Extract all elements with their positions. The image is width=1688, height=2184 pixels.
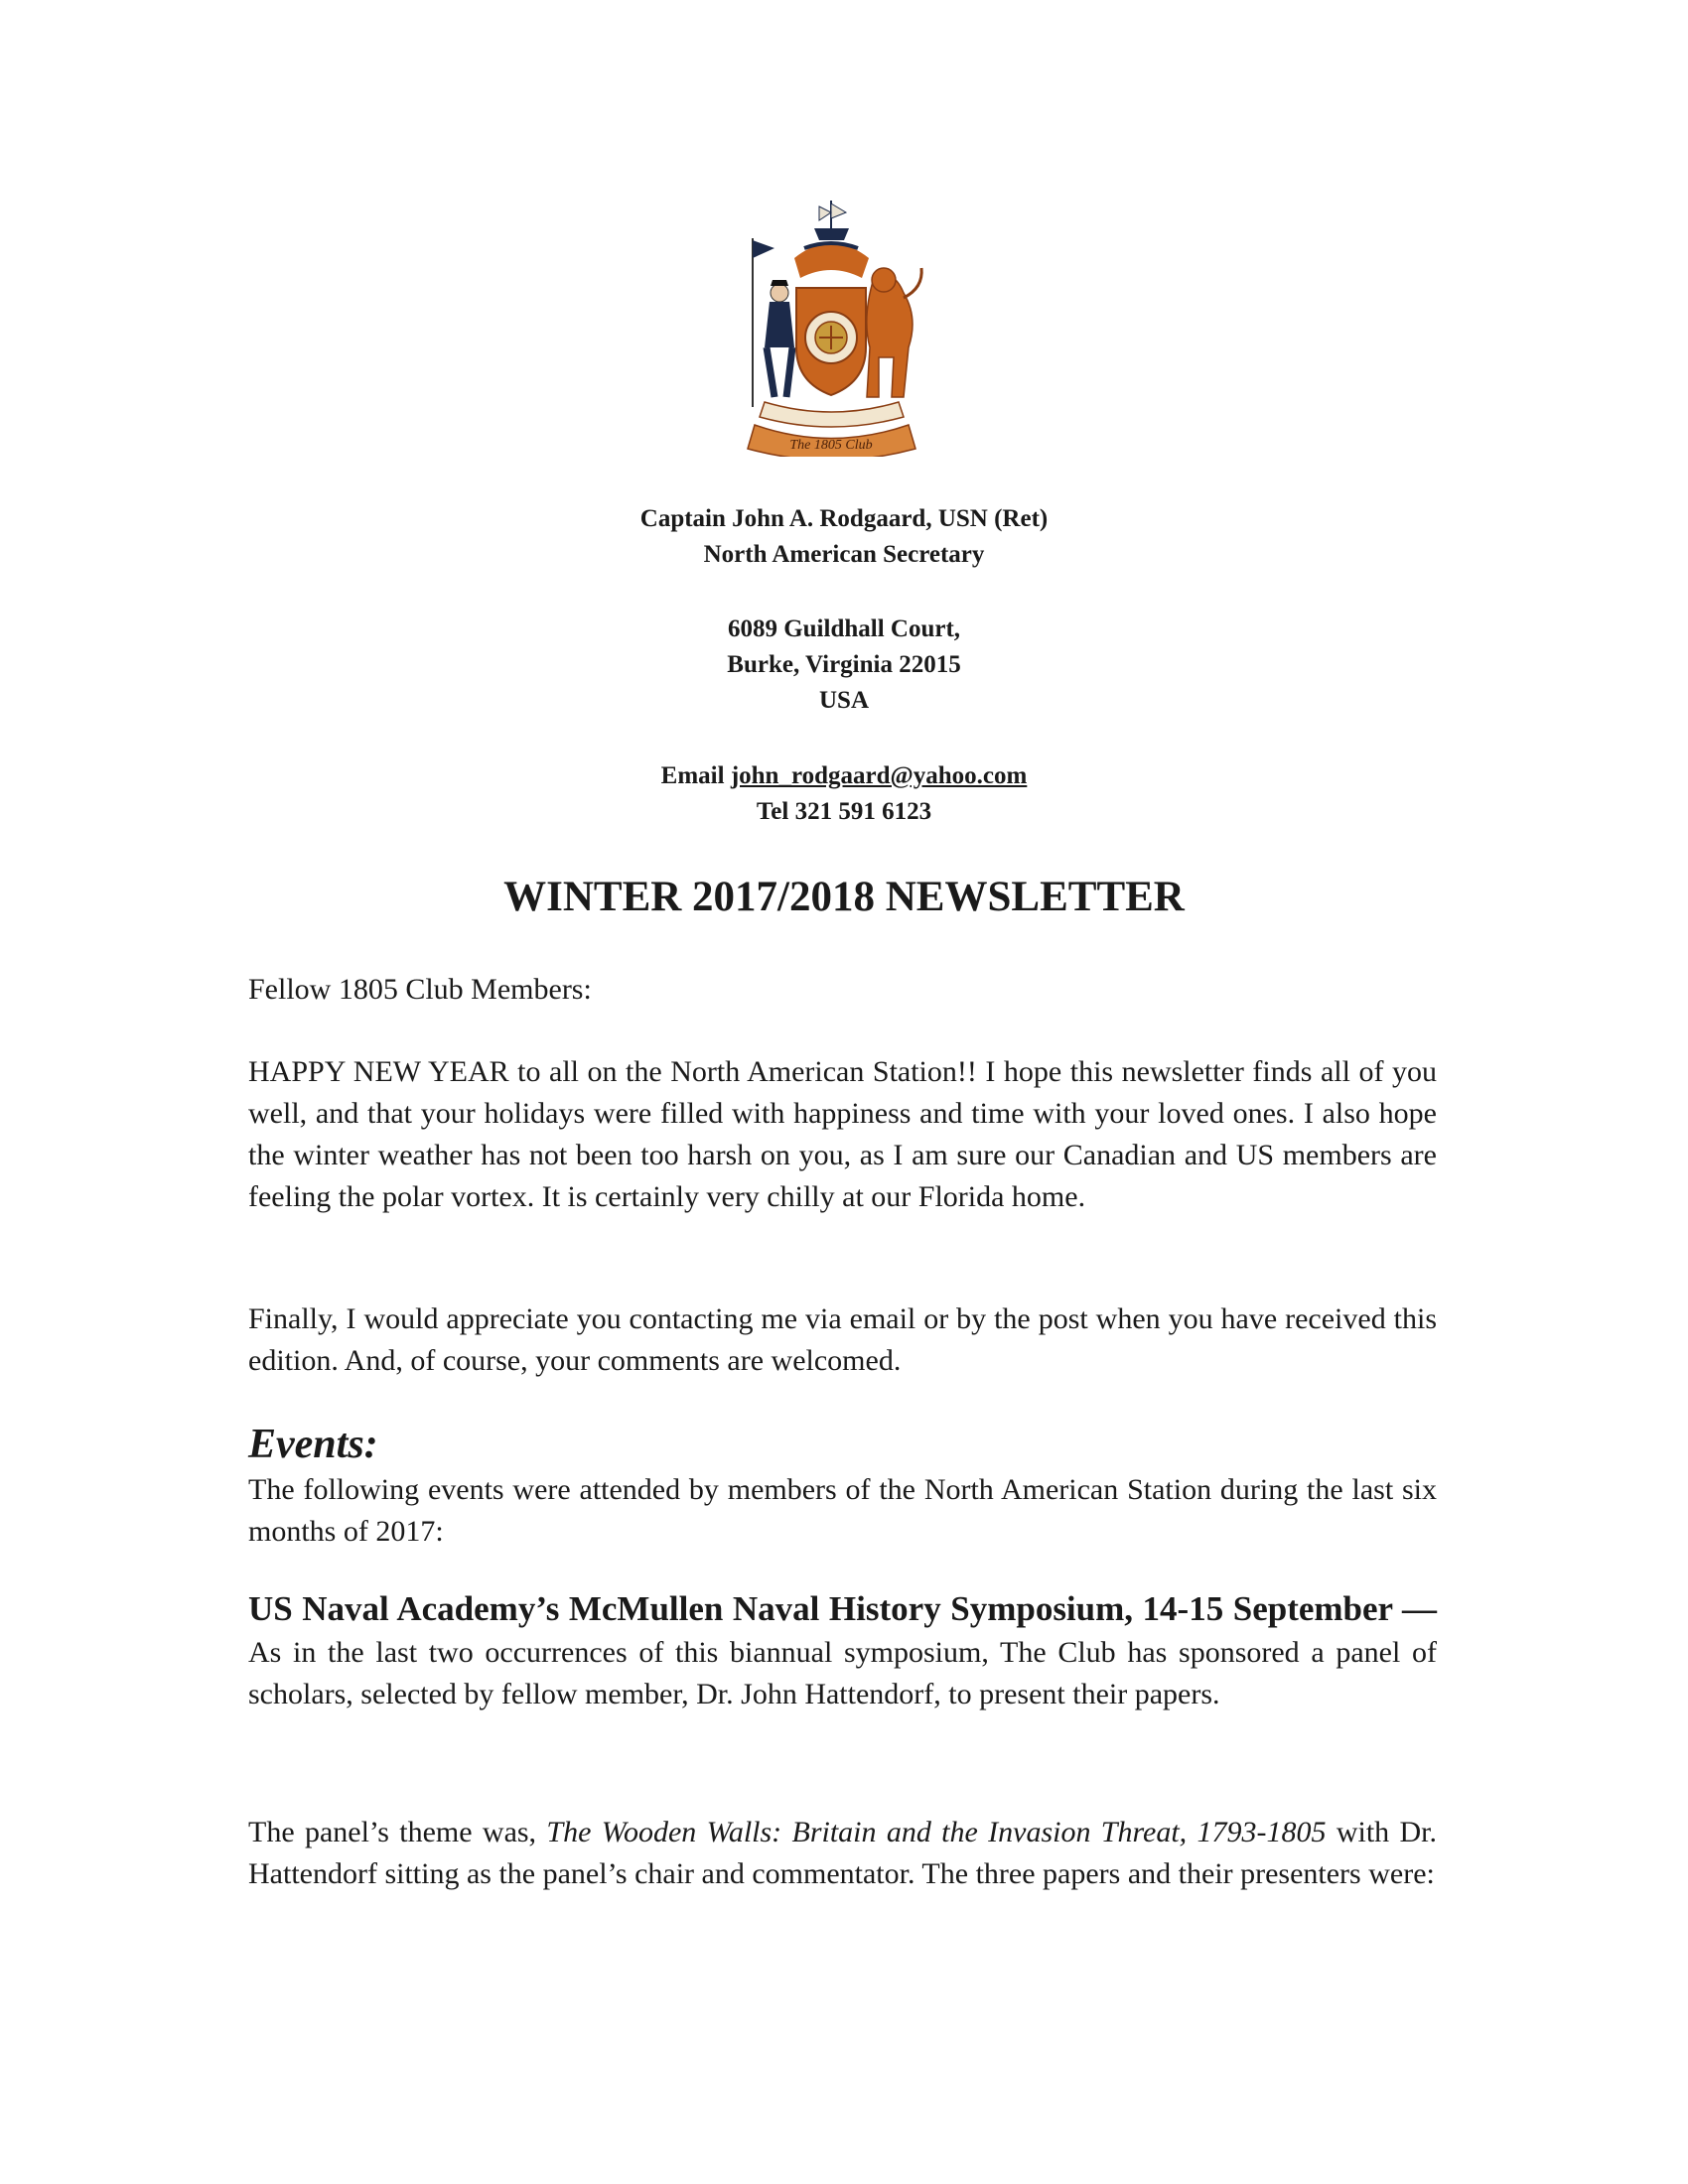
para-happy-new-year-wrap [248, 1051, 1437, 1218]
newsletter-title: WINTER 2017/2018 NEWSLETTER [503, 874, 1185, 920]
email-label: Email [660, 762, 725, 789]
address-line-1: 6089 Guildhall Court, [727, 615, 961, 642]
panel-theme-paragraph [248, 1812, 1437, 1895]
theme-title: The Wooden Walls: Britain and the Invasion Threat, 1793-1805 [546, 1816, 1327, 1848]
address-block [0, 612, 1688, 719]
salutation: Fellow 1805 Club Members: [248, 973, 592, 1006]
address-line-2: Burke, Virginia 22015 [727, 651, 961, 678]
para-happy-new-year: HAPPY NEW YEAR to all on the North American Station!! I hope this newsletter finds all of you well, and that your holidays were filled with happiness and time with your loved ones. I also hope the winter weather has not been too harsh on you, as I am sure our Canadian and US members are feeling the polar vortex. It is certainly very chilly at our Florida home. [248, 1055, 1437, 1213]
panel-theme-section [248, 1812, 1437, 1895]
sender-role: North American Secretary [703, 541, 985, 568]
symposium-title: US Naval Academy’s McMullen Naval History Symposium, 14-15 September — [248, 1589, 1437, 1628]
symposium-section [248, 1588, 1437, 1715]
events-section [248, 1420, 1437, 1553]
events-intro: The following events were attended by members of the North American Station during the last six months of 2017: [248, 1473, 1437, 1548]
club-crest-icon [735, 199, 928, 457]
symposium-paragraph [248, 1588, 1437, 1715]
telephone: Tel 321 591 6123 [756, 798, 932, 825]
email-line [0, 758, 1688, 794]
theme-suffix: with Dr. Hattendorf sitting as the panel’s chair and commentator. The three papers and their presenters were: [248, 1816, 1437, 1890]
para-contact-request: Finally, I would appreciate you contacting me via email or by the post when you have received this edition. And, of course, your comments are welcomed. [248, 1302, 1437, 1377]
symposium-text: As in the last two occurrences of this biannual symposium, The Club has sponsored a panel of scholars, selected by fellow member, Dr. John Hattendorf, to present their papers. [248, 1636, 1437, 1710]
sender-block [0, 501, 1688, 573]
events-heading: Events: [248, 1422, 378, 1467]
theme-prefix: The panel’s theme was, [248, 1816, 537, 1848]
contact-block [0, 758, 1688, 830]
email-link[interactable]: john_rodgaard@yahoo.com [730, 762, 1028, 789]
sender-name: Captain John A. Rodgaard, USN (Ret) [639, 505, 1049, 532]
salutation-wrap [248, 969, 1437, 1011]
crest-ribbon-text: The 1805 Club [789, 438, 873, 453]
address-country: USA [818, 687, 869, 714]
para-contact-request-wrap [248, 1298, 1437, 1382]
